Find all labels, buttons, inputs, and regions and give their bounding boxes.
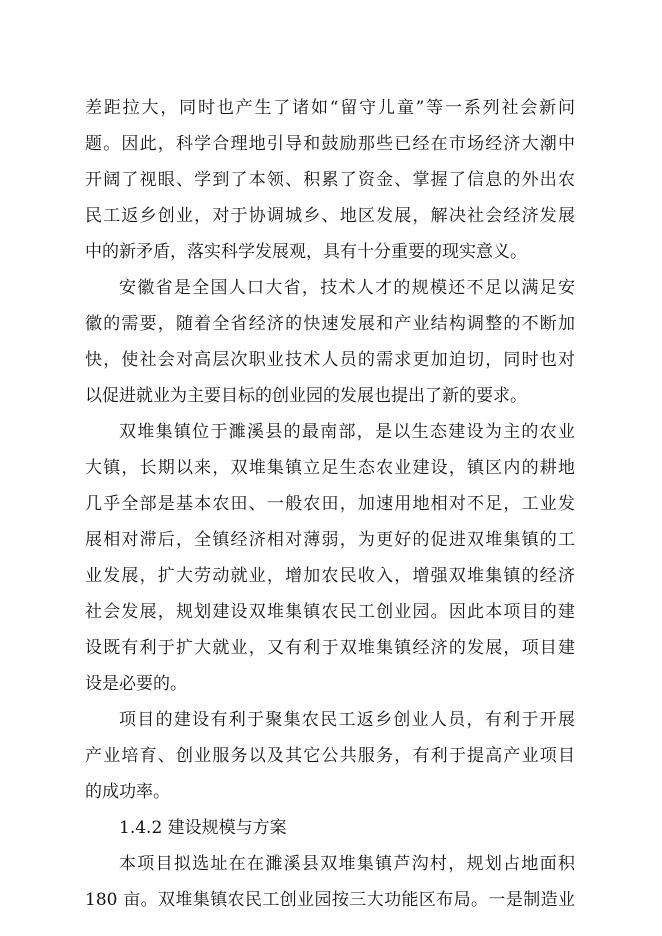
paragraph-line: 产业培育、创业服务以及其它公共服务，有利于提高产业项目: [85, 746, 575, 766]
paragraph-line: 民工返乡创业，对于协调城乡、地区发展，解决社会经济发展: [85, 206, 575, 226]
paragraph-line: 社会发展，规划建设双堆集镇农民工创业园。因此本项目的建: [85, 602, 575, 622]
paragraph-line: 设既有利于扩大就业，又有利于双堆集镇经济的发展，项目建: [85, 638, 575, 658]
paragraph-line: 题。因此，科学合理地引导和鼓励那些已经在市场经济大潮中: [85, 134, 575, 154]
section-heading: 1.4.2 建设规模与方案: [119, 818, 287, 838]
paragraph-line: 差距拉大，同时也产生了诸如“留守儿童”等一系列社会新问: [85, 98, 575, 118]
paragraph-line: 以促进就业为主要目标的创业园的发展也提出了新的要求。: [85, 386, 527, 406]
paragraph-line: 本项目拟选址在在濉溪县双堆集镇芦沟村，规划占地面积: [119, 854, 575, 874]
paragraph-line: 的成功率。: [85, 782, 170, 802]
paragraph-line: 180 亩。双堆集镇农民工创业园按三大功能区布局。一是制造业: [85, 890, 575, 910]
paragraph-line: 设是必要的。: [85, 674, 187, 694]
paragraph-line: 项目的建设有利于聚集农民工返乡创业人员，有利于开展: [119, 710, 575, 730]
paragraph-line: 双堆集镇位于濉溪县的最南部，是以生态建设为主的农业: [119, 422, 575, 442]
paragraph-line: 快，使社会对高层次职业技术人员的需求更加迫切，同时也对: [85, 350, 575, 370]
paragraph-line: 展相对滞后，全镇经济相对薄弱，为更好的促进双堆集镇的工: [85, 530, 575, 550]
paragraph-line: 开阔了视眼、学到了本领、积累了资金、掌握了信息的外出农: [85, 170, 575, 190]
paragraph-line: 徽的需要，随着全省经济的快速发展和产业结构调整的不断加: [85, 314, 575, 334]
paragraph-line: 中的新矛盾，落实科学发展观，具有十分重要的现实意义。: [85, 242, 527, 262]
paragraph-line: 安徽省是全国人口大省，技术人才的规模还不足以满足安: [119, 278, 575, 298]
paragraph-line: 几乎全部是基本农田、一般农田，加速用地相对不足，工业发: [85, 494, 575, 514]
paragraph-line: 业发展，扩大劳动就业，增加农民收入，增强双堆集镇的经济: [85, 566, 575, 586]
paragraph-line: 大镇，长期以来，双堆集镇立足生态农业建设，镇区内的耕地: [85, 458, 575, 478]
